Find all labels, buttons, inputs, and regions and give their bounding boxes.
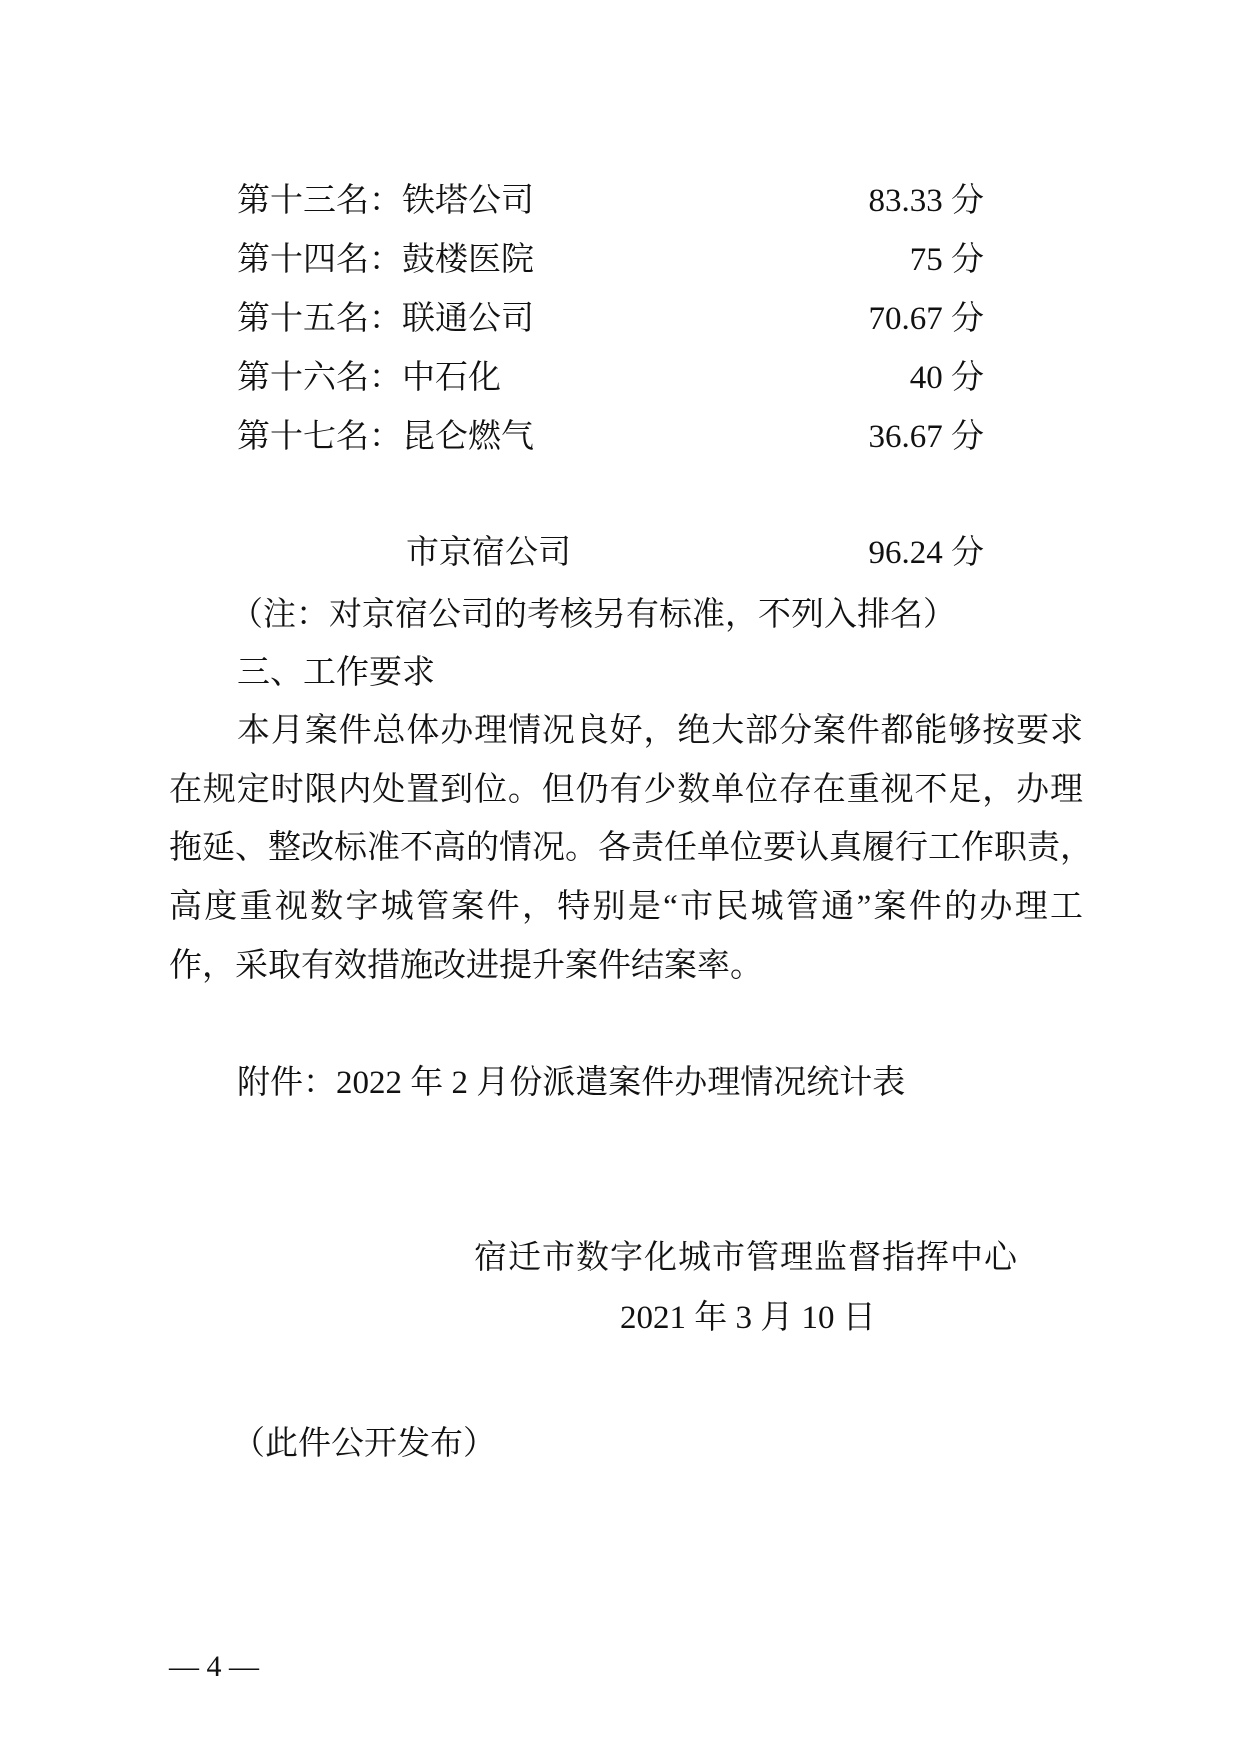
issuer: 宿迁市数字化城市管理监督指挥中心: [474, 1240, 1018, 1276]
score: 83.33 分: [868, 183, 984, 219]
score: 75 分: [909, 242, 984, 278]
rank-label: 第十六名：: [237, 360, 402, 396]
ranking-row: [237, 299, 534, 339]
publication-note: （此件公开发布）: [232, 1426, 496, 1462]
rank-label: 第十四名：: [237, 242, 402, 278]
ranking-row: [237, 358, 501, 398]
unit-name: 联通公司: [402, 301, 534, 337]
special-unit-name: 市京宿公司: [406, 535, 571, 571]
unit-name: 鼓楼医院: [402, 242, 534, 278]
ranking-row: [237, 417, 534, 457]
issue-date: 2021 年 3 月 10 日: [620, 1300, 876, 1336]
score: 70.67 分: [868, 301, 984, 337]
paragraph-line: 本月案件总体办理情况良好，绝大部分案件都能够按要求: [237, 713, 1083, 749]
rank-label: 第十七名：: [237, 419, 402, 455]
special-unit-score: 96.24 分: [868, 535, 984, 571]
ranking-row: [237, 240, 534, 280]
score: 36.67 分: [868, 419, 984, 455]
ranking-row: [237, 181, 534, 221]
rank-label: 第十五名：: [237, 301, 402, 337]
page-number: — 4 —: [169, 1650, 259, 1683]
section-heading: 三、工作要求: [237, 655, 435, 691]
paragraph-line: 高度重视数字城管案件，特别是“市民城管通”案件的办理工: [169, 889, 1083, 925]
ranking-note: （注：对京宿公司的考核另有标准，不列入排名）: [230, 597, 956, 633]
unit-name: 铁塔公司: [402, 183, 534, 219]
rank-label: 第十三名：: [237, 183, 402, 219]
paragraph-line: 拖延、整改标准不高的情况。各责任单位要认真履行工作职责，: [169, 830, 1093, 866]
unit-name: 昆仑燃气: [402, 419, 534, 455]
unit-name: 中石化: [402, 360, 501, 396]
score: 40 分: [909, 360, 984, 396]
paragraph-line: 在规定时限内处置到位。但仍有少数单位存在重视不足，办理: [169, 772, 1083, 808]
paragraph-line: 作，采取有效措施改进提升案件结案率。: [169, 948, 763, 984]
attachment-line: 附件：2022 年 2 月份派遣案件办理情况统计表: [237, 1065, 906, 1101]
